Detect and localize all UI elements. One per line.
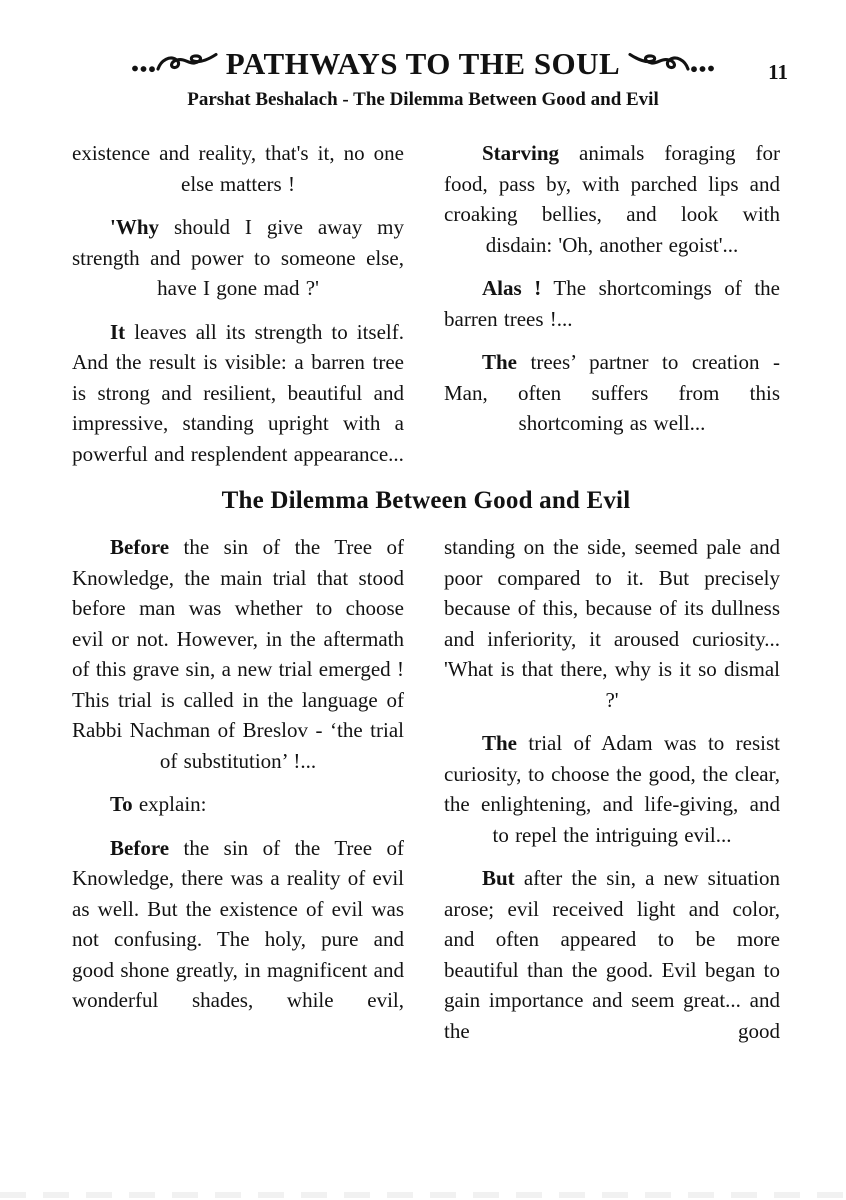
paragraph (72, 833, 404, 1016)
flourish-right-icon (628, 51, 716, 77)
paragraph-lead: 'Why (110, 215, 160, 239)
paragraph (444, 347, 780, 439)
paragraph (444, 728, 780, 850)
paragraph (72, 532, 404, 776)
paragraph-text: the sin of the Tree of Knowledge, there was a reality of evil as well. But the existence of evil was not confusing. The holy, pure and good shone greatly, in magnificent and wonderful shades, while evil, (72, 835, 404, 1012)
page-content (0, 111, 846, 1059)
paragraph-lead: Starving (482, 141, 560, 165)
paragraph (72, 317, 404, 470)
paragraph-text: trees’ partner to creation - Man, often suffers from this shortcoming as well... (444, 350, 780, 435)
paragraph-text: should I give away my strength and power to someone else, have I gone mad ?' (72, 215, 404, 300)
columns-top (72, 138, 780, 482)
paragraph (444, 273, 780, 334)
columns-bottom (72, 532, 780, 1059)
paragraph-lead: But (482, 866, 515, 890)
paragraph-text: after the sin, a new situation arose; evil received light and color, and often appeared to be more beautiful than the good. Evil began to gain importance and seem great... and the good (444, 866, 780, 1043)
column-right-bottom (444, 532, 780, 1059)
paragraph-lead: Before (110, 835, 170, 860)
paragraph-lead: Alas ! (482, 276, 542, 300)
scan-artifact-strip (0, 1192, 846, 1198)
page-title: PATHWAYS TO THE SOUL (225, 46, 621, 81)
page-subtitle: Parshat Beshalach - The Dilemma Between Good and Evil (187, 89, 659, 110)
column-left-top (72, 138, 404, 482)
paragraph (444, 863, 780, 1046)
paragraph-text: explain: (132, 792, 207, 816)
column-left-bottom (72, 532, 404, 1059)
paragraph-lead: The (482, 731, 518, 755)
page-number: 11 (768, 60, 788, 84)
flourish-left-icon (130, 51, 218, 77)
paragraph-lead: To (110, 792, 133, 816)
paragraph (444, 532, 780, 715)
paragraph-text: standing on the side, seemed pale and poor compared to it. But precisely because of this, because of its dullness and inferiority, it aroused curiosity... 'What is that there, why is it so dismal ?' (444, 535, 780, 712)
section-heading: The Dilemma Between Good and Evil (221, 487, 631, 514)
page-header (0, 0, 846, 111)
paragraph-lead: Before (110, 535, 170, 559)
column-right-top (444, 138, 780, 482)
paragraph-lead: The (482, 350, 518, 374)
paragraph-text: leaves all its strength to itself. And the result is visible: a barren tree is strong and resilient, beautiful and impressive, standing upright with a powerful and resplendent appearance... (72, 319, 404, 466)
title-row (0, 46, 846, 82)
paragraph-text: the sin of the Tree of Knowledge, the main trial that stood before man was whether to choose evil or not. However, in the aftermath of this grave sin, a new trial emerged ! This trial is called in the language of Rabbi Nachman of Breslov - ‘the trial of substitution’ !... (72, 535, 404, 773)
paragraph-text: existence and reality, that's it, no one else matters ! (72, 141, 404, 196)
paragraph (72, 789, 404, 820)
paragraph (444, 138, 780, 260)
paragraph-lead: It (110, 319, 126, 344)
paragraph-text: trial of Adam was to resist curiosity, to choose the good, the clear, the enlightening, and life-giving, and to repel the intriguing evil... (444, 731, 780, 847)
paragraph (72, 138, 404, 199)
paragraph (72, 212, 404, 304)
paragraph-text: animals foraging for food, pass by, with parched lips and croaking bellies, and look with disdain: 'Oh, another egoist'... (444, 141, 780, 257)
paragraph-text: The shortcomings of the barren trees !... (444, 276, 780, 331)
